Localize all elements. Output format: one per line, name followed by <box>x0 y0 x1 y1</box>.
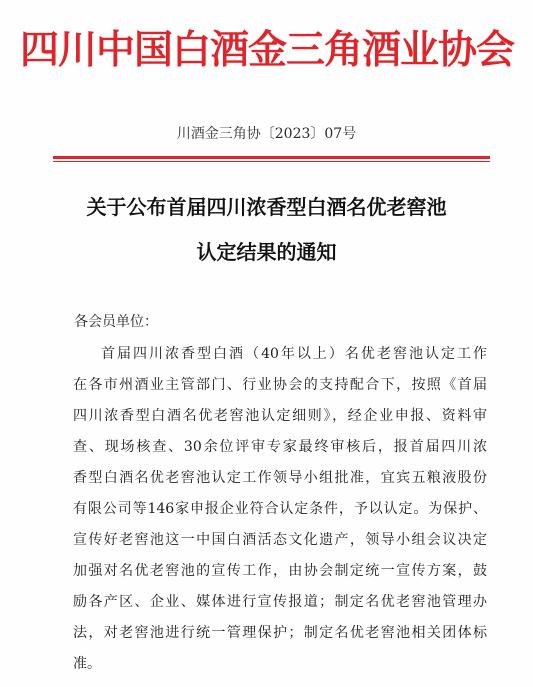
body-line-2: 在各市州酒业主管部门、行业协会的支持配合下，按照《首届 <box>73 377 487 393</box>
notice-title-line-1: 关于公布首届四川浓香型白酒名优老窖池 <box>86 195 447 219</box>
notice-title-line-2: 认定结果的通知 <box>196 240 337 264</box>
body-line-3: 四川浓香型白酒名优老窖池认定细则》，经企业申报、资料审 <box>73 408 487 424</box>
body-line-11: 准。 <box>73 656 101 672</box>
organization-letterhead: 四川中国白酒金三角酒业协会 <box>20 28 515 73</box>
body-line-8: 加强对名优老窖池的宣传工作，由协会制定统一宣传方案，鼓 <box>73 563 487 579</box>
body-line-1: 首届四川浓香型白酒（40年以上）名优老窖池认定工作 <box>101 346 487 362</box>
body-line-7: 宣传好老窖池这一中国白酒活态文化遗产，领导小组会议决定 <box>73 532 487 548</box>
body-line-5: 香型白酒名优老窖池认定工作领导小组批准，宜宾五粮液股份 <box>73 470 487 486</box>
document-number: 川酒金三角协〔2023〕07号 <box>176 126 357 142</box>
body-line-10: 法，对老窖池进行统一管理保护；制定名优老窖池相关团体标 <box>73 625 487 641</box>
body-line-6: 有限公司等146家申报企业符合认定条件，予以认定。为保护、 <box>73 501 487 517</box>
salutation: 各会员单位： <box>74 314 158 330</box>
body-line-4: 查、现场核查、30余位评审专家最终审核后，报首届四川浓 <box>73 439 487 455</box>
letterhead-divider-thick <box>53 156 490 159</box>
body-line-9: 励各产区、企业、媒体进行宣传报道；制定名优老窖池管理办 <box>73 594 487 610</box>
letterhead-divider-thin <box>53 161 490 162</box>
